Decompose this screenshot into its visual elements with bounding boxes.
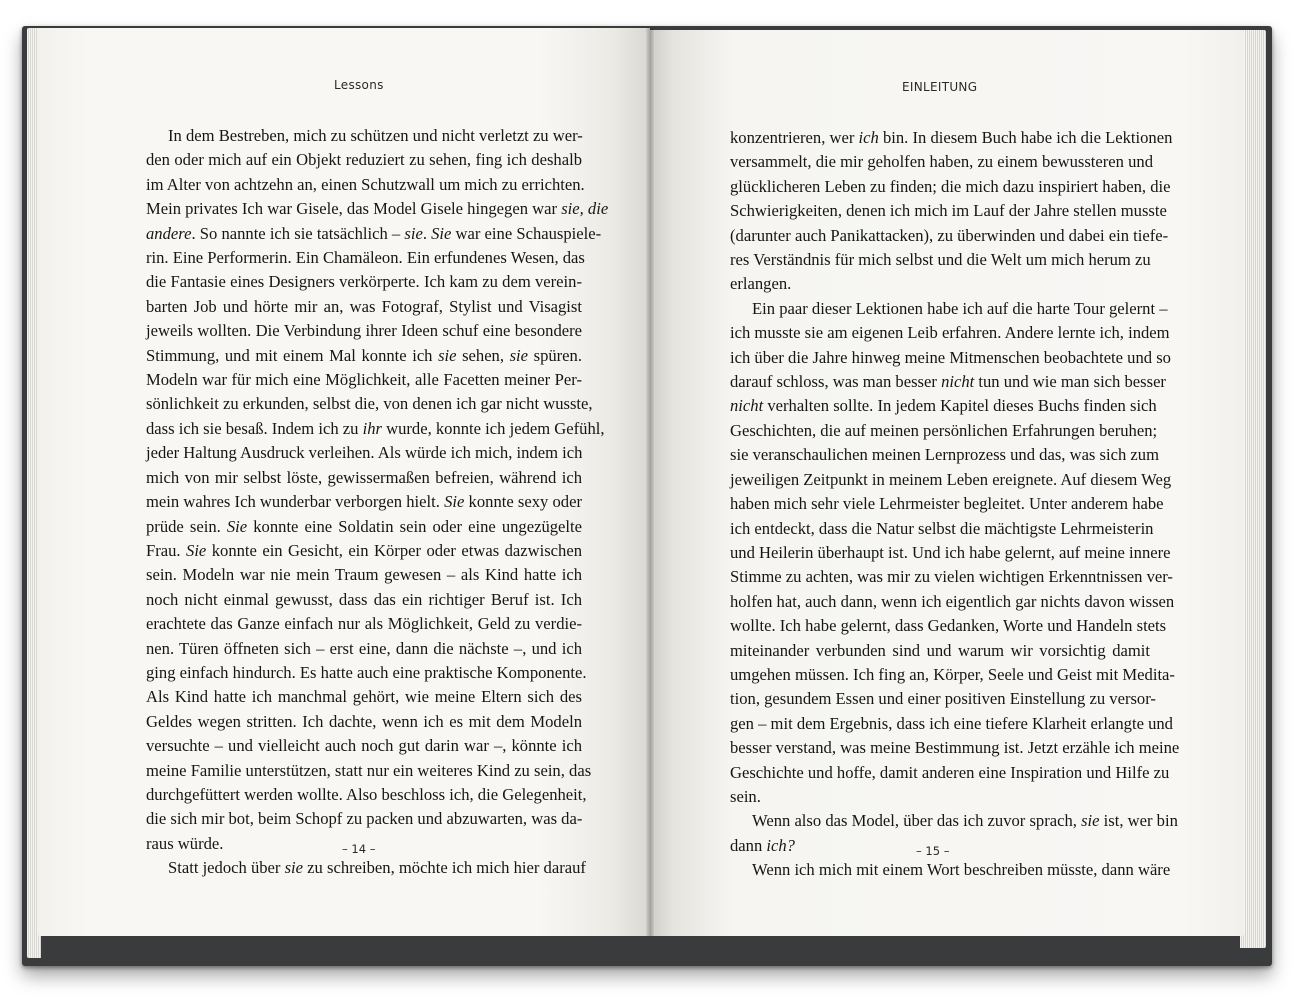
text-line: wollte. Ich habe gelernt, dass Gedanken, Worte und Handeln stets: [730, 616, 1167, 636]
text-line: versammelt, die mir geholfen haben, zu einem bewussteren und: [730, 152, 1154, 172]
right-page: [650, 30, 1244, 936]
text-line: Stimmung, und mit einem Mal konnte ich sie sehen, sie spüren.: [146, 345, 582, 365]
text-line: ich über die Jahre hinweg meine Mitmenschen beobachtete und so: [730, 347, 1171, 367]
text-line: gen – mit dem Ergebnis, dass ich eine tiefere Klarheit erlangte und: [730, 713, 1173, 733]
running-head-right: EINLEITUNG: [902, 80, 978, 94]
left-page: [38, 28, 650, 936]
text-line: andere. So nannte ich sie tatsächlich – sie. Sie war eine Schauspiele-: [146, 223, 602, 243]
text-line: sie veranschaulichen meinen Lernprozess und das, was sich zum: [730, 445, 1159, 465]
text-line: durchgefüttert werden wollte. Also beschloss ich, die Gelegenheit,: [146, 784, 587, 804]
text-line: rin. Eine Performerin. Ein Chamäleon. Ein erfundenes Wesen, das: [146, 248, 585, 268]
text-line: mein wahres Ich wunderbar verborgen hielt. Sie konnte sexy oder: [146, 492, 582, 512]
text-line: ich entdeckt, dass die Natur selbst die mächtigste Lehrmeisterin: [730, 518, 1154, 538]
text-line: nicht verhalten sollte. In jedem Kapitel dieses Buchs finden sich: [730, 396, 1157, 416]
text-line: (darunter auch Panikattacken), zu überwinden und dabei ein tiefe-: [730, 225, 1169, 245]
text-line: sönlichkeit zu erkunden, selbst die, von denen ich gar nicht wusste,: [146, 394, 593, 414]
text-line: sein.: [730, 786, 761, 806]
text-line: darauf schloss, was man besser nicht tun und wie man sich besser: [730, 372, 1166, 392]
page-number-right: – 15 –: [916, 844, 950, 858]
text-line: ich musste sie am eigenen Leib erfahren. Andere lernte ich, indem: [730, 323, 1170, 343]
text-line: haben mich sehr viele Lehrmeister begleitet. Unter anderem habe: [730, 494, 1164, 514]
text-line: im Alter von achtzehn an, einen Schutzwall um mich zu errichten.: [146, 174, 585, 194]
text-line: dann ich?: [730, 835, 795, 855]
text-line: jeweiligen Zeitpunkt in meinem Leben ereignete. Auf diesem Weg: [730, 469, 1172, 489]
page-number-left: – 14 –: [342, 842, 376, 856]
text-line: die Fantasie eines Designers verkörperte. Ich kam zu dem verein-: [146, 272, 582, 292]
text-line: besser verstand, was meine Bestimmung ist. Jetzt erzähle ich meine: [730, 738, 1180, 758]
text-line: Frau. Sie konnte ein Gesicht, ein Körper oder etwas dazwischen: [146, 540, 582, 560]
text-line: jeweils wollten. Die Verbindung ihrer Ideen schuf eine besondere: [146, 321, 582, 341]
text-line: In dem Bestreben, mich zu schützen und nicht verletzt zu wer-: [168, 126, 583, 145]
text-line: erachtete das Ganze einfach nur als Möglichkeit, Geld zu verdie-: [146, 614, 582, 634]
text-line: jeder Haltung Ausdruck verleihen. Als würde ich mich, indem ich: [146, 443, 583, 463]
text-line: glücklicheren Leben zu finden; die mich dazu inspiriert haben, die: [730, 176, 1171, 196]
text-line: barten Job und hörte mir an, was Fotograf, Stylist und Visagist: [146, 296, 582, 316]
text-line: Modeln war für mich eine Möglichkeit, alle Facetten meiner Per-: [146, 370, 582, 390]
running-head-left: Lessons: [334, 78, 384, 92]
body-text-right: [730, 126, 1180, 883]
text-line: meine Familie unterstützen, statt nur ein weiteres Kind zu sein, das: [146, 760, 592, 780]
text-line: versuchte – und vielleicht auch noch gut darin war –, könnte ich: [146, 736, 582, 756]
text-line: Wenn also das Model, über das ich zuvor sprach, sie ist, wer bin: [752, 811, 1178, 831]
text-line: holfen hat, auch dann, wenn ich eigentlich gar nichts davon wissen: [730, 591, 1175, 611]
text-line: Stimme zu achten, was mir zu vielen wichtigen Erkenntnissen ver-: [730, 567, 1173, 587]
text-line: und Heilerin überhaupt ist. Und ich habe gelernt, auf meine innere: [730, 542, 1171, 562]
body-text-left: [146, 124, 609, 881]
text-line: Wenn ich mich mit einem Wort beschreiben müsste, dann wäre: [752, 860, 1171, 880]
text-line: konzentrieren, wer ich bin. In diesem Buch habe ich die Lektionen: [730, 128, 1173, 147]
text-line: den oder mich auf ein Objekt reduziert zu sehen, fing ich deshalb: [146, 150, 582, 170]
text-line: die sich mir bot, beim Schopf zu packen und abzuwarten, was da-: [146, 809, 583, 829]
text-line: noch nicht einmal gewusst, dass das ein richtiger Beruf ist. Ich: [146, 589, 582, 609]
text-line: nen. Türen öffneten sich – erst eine, dann die nächste –, und ich: [146, 638, 582, 658]
text-line: sein. Modeln war nie mein Traum gewesen – als Kind hatte ich: [146, 565, 582, 585]
text-line: Schwierigkeiten, denen ich mich im Lauf der Jahre stellen musste: [730, 201, 1167, 221]
text-line: miteinander verbunden sind und warum wir vorsichtig damit: [730, 640, 1150, 660]
text-line: Statt jedoch über sie zu schreiben, möchte ich mich hier darauf: [168, 858, 586, 878]
text-line: Geldes wegen stritten. Ich dachte, wenn ich es mit dem Modeln: [146, 711, 582, 731]
text-line: Geschichte und hoffe, damit anderen eine Inspiration und Hilfe zu: [730, 762, 1170, 782]
text-line: prüde sein. Sie konnte eine Soldatin sein oder eine ungezügelte: [146, 516, 582, 536]
text-line: erlangen.: [730, 274, 792, 294]
text-line: Ein paar dieser Lektionen habe ich auf die harte Tour gelernt –: [752, 298, 1168, 318]
text-line: Als Kind hatte ich manchmal gehört, wie meine Eltern sich des: [146, 687, 582, 707]
text-line: Mein privates Ich war Gisele, das Model Gisele hingegen war sie, die: [146, 199, 609, 219]
text-line: raus würde.: [146, 833, 224, 853]
text-line: mich von mir selbst löste, gewissermaßen befreien, während ich: [146, 467, 582, 487]
text-line: tion, gesundem Essen und einer positiven Einstellung zu versor-: [730, 689, 1156, 709]
text-line: ging einfach hindurch. Es hatte auch eine praktische Komponente.: [146, 662, 587, 682]
text-line: umgehen müssen. Ich fing an, Körper, Seele und Geist mit Medita-: [730, 664, 1175, 684]
book-gutter: [646, 28, 654, 936]
text-line: res Verständnis für mich selbst und die Welt um mich herum zu: [730, 250, 1151, 270]
text-line: Geschichten, die auf meinen persönlichen Erfahrungen beruhen;: [730, 420, 1158, 440]
text-line: dass ich sie besaß. Indem ich zu ihr wurde, konnte ich jedem Gefühl,: [146, 418, 605, 438]
